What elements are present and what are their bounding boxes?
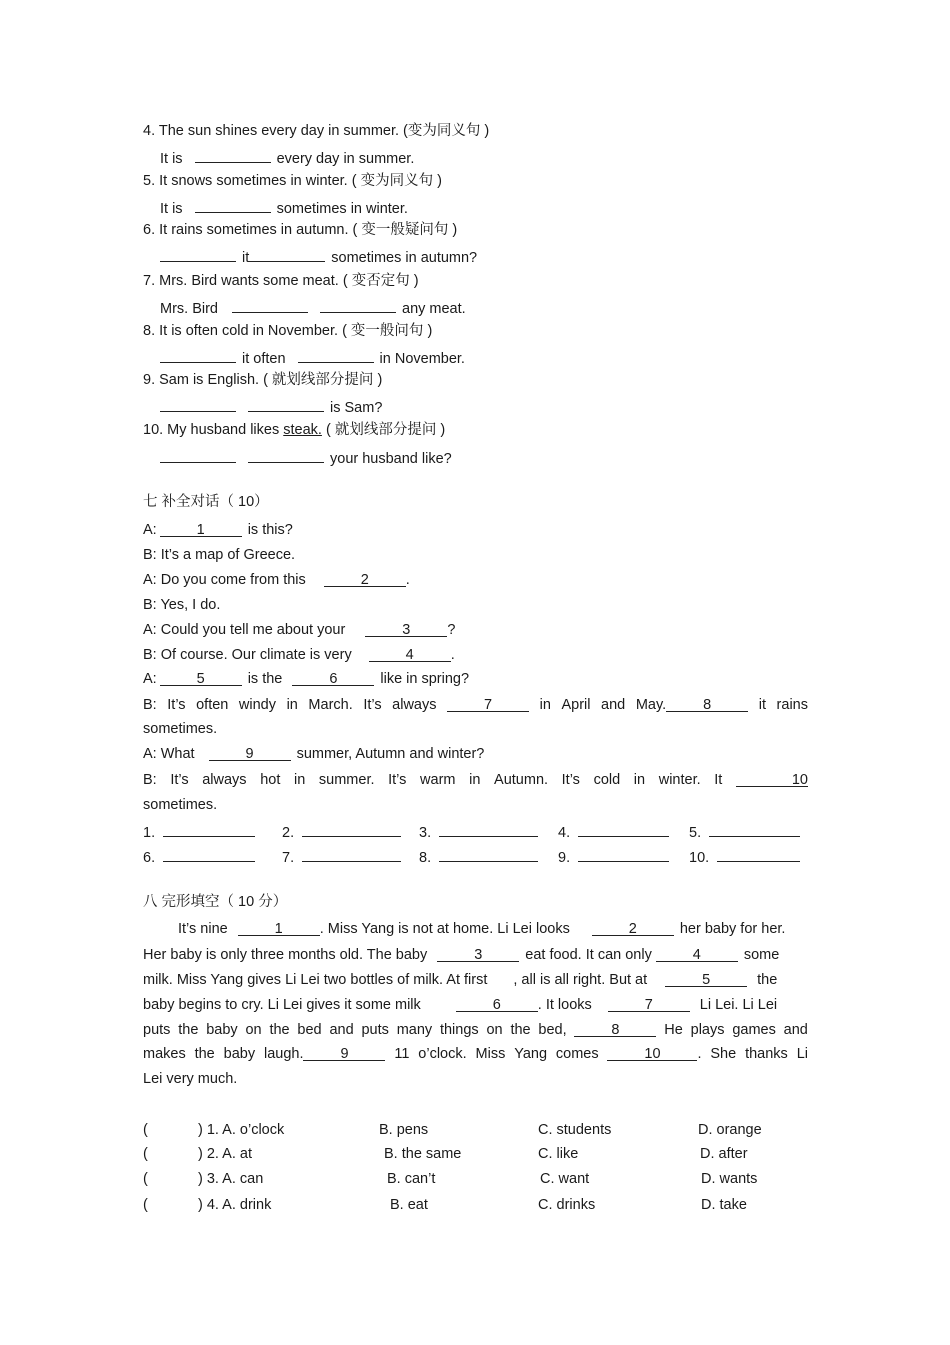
text: is the — [247, 671, 283, 687]
cloze-line-2 — [143, 946, 808, 964]
dialogue-blank-5[interactable]: 5 — [160, 670, 242, 686]
answer-1[interactable] — [143, 821, 255, 842]
q8-prompt: 8. It is often cold in November. ( 变一般问句 ) — [143, 323, 433, 339]
choice-option-d[interactable]: D. after — [700, 1146, 748, 1162]
q6-blank-1[interactable] — [160, 246, 236, 262]
dialogue-line-10 — [143, 771, 808, 789]
may-with-blank — [636, 696, 748, 714]
dialogue-line-5 — [143, 621, 808, 639]
dialogue-blank-7[interactable]: 7 — [447, 696, 529, 712]
dialogue-line-9 — [143, 745, 808, 763]
word: rains — [776, 697, 808, 713]
cloze-blank-6[interactable]: 6 — [456, 996, 538, 1012]
word: comes — [555, 1046, 599, 1062]
dialogue-blank-2[interactable]: 2 — [324, 571, 406, 587]
word: March. — [308, 697, 353, 713]
cloze-blank-3[interactable]: 3 — [437, 946, 519, 962]
q7-a-post: any meat. — [402, 301, 466, 317]
word: and — [329, 1022, 354, 1038]
word: the — [510, 1022, 531, 1038]
answer-blank[interactable] — [163, 846, 255, 862]
q8-blank-2[interactable] — [298, 347, 374, 363]
word: hot — [260, 772, 281, 788]
choice-paren[interactable]: ( — [143, 1171, 148, 1187]
word: It’s — [388, 772, 407, 788]
word: often — [196, 697, 229, 713]
dialogue-line-2: B: It’s a map of Greece. — [143, 547, 296, 563]
blank-10-with-period — [607, 1045, 701, 1063]
choice-option-d[interactable]: D. wants — [701, 1171, 758, 1187]
answer-2[interactable] — [282, 821, 401, 842]
text: baby begins to cry. Li Lei gives it some milk — [143, 997, 421, 1013]
text: . It looks — [537, 997, 592, 1013]
answer-label: 3. — [419, 825, 432, 841]
text: her baby for her. — [679, 921, 786, 937]
q10-prompt-pre: 10. My husband likes — [143, 422, 284, 438]
q8-a-mid: it often — [242, 351, 286, 367]
word: Miss — [475, 1046, 506, 1062]
dialogue-heading: 七 补全对话（ 10） — [143, 494, 269, 510]
answer-label: 7. — [282, 850, 295, 866]
q6-answer — [160, 246, 825, 267]
choice-option-a[interactable]: ) 1. A. o’clock — [198, 1122, 285, 1138]
text: eat food. It can only — [525, 947, 652, 963]
word: Li — [796, 1046, 808, 1062]
word: many — [396, 1022, 433, 1038]
word: puts — [143, 1022, 171, 1038]
choice-option-d[interactable]: D. take — [701, 1197, 747, 1213]
dialogue-line-7 — [143, 670, 808, 688]
word: warm — [420, 772, 456, 788]
cloze-line-1 — [178, 920, 808, 938]
laugh-with-blank — [264, 1045, 386, 1063]
word: B: — [143, 772, 157, 788]
choice-option-c[interactable]: C. drinks — [538, 1197, 596, 1213]
choice-option-b[interactable]: B. eat — [390, 1197, 428, 1213]
dialogue-blank-4[interactable]: 4 — [369, 646, 451, 662]
word: on — [245, 1022, 262, 1038]
word: bed — [297, 1022, 322, 1038]
q6-blank-2[interactable] — [249, 246, 325, 262]
word: It’s — [561, 772, 580, 788]
word: plays — [690, 1022, 725, 1038]
text: A: Do you come from this — [143, 572, 306, 588]
word: puts — [361, 1022, 389, 1038]
q4-prompt: 4. The sun shines every day in summer. (变为同义句 ) — [143, 123, 490, 139]
answer-blank[interactable] — [709, 821, 800, 837]
text: , all is all right. But at — [513, 972, 648, 988]
word: It’s — [167, 697, 186, 713]
answer-label: 10. — [689, 850, 710, 866]
answer-label: 2. — [282, 825, 295, 841]
cloze-line-7: Lei very much. — [143, 1071, 238, 1087]
answer-4[interactable] — [558, 821, 669, 842]
q10-prompt — [143, 421, 808, 439]
answer-blank[interactable] — [578, 821, 669, 837]
text: is this? — [247, 522, 293, 538]
speaker: A: — [143, 522, 157, 538]
text: A: Could you tell me about your — [143, 622, 346, 638]
choice-paren[interactable]: ( — [143, 1197, 148, 1213]
q5-a-post: sometimes in winter. — [276, 201, 408, 217]
dialogue-line-6 — [143, 646, 808, 664]
cloze-blank-5[interactable]: 5 — [665, 971, 747, 987]
word: always — [202, 772, 247, 788]
answer-8[interactable] — [419, 846, 538, 867]
word: in — [286, 697, 298, 713]
choice-option-c[interactable]: C. students — [538, 1122, 612, 1138]
answer-label: 8. — [419, 850, 432, 866]
dialogue-blank-10[interactable]: 10 — [736, 771, 808, 787]
text: milk. Miss Yang gives Li Lei two bottles of milk. At first — [143, 972, 488, 988]
answer-9[interactable] — [558, 846, 669, 867]
word: She — [710, 1046, 737, 1062]
dialogue-line-8 — [143, 696, 808, 714]
choice-option-a[interactable]: ) 4. A. drink — [198, 1197, 272, 1213]
word: o’clock. — [418, 1046, 467, 1062]
dialogue-line-10b: sometimes. — [143, 797, 218, 813]
choice-option-c[interactable]: C. like — [538, 1146, 579, 1162]
word: things — [439, 1022, 479, 1038]
word: baby — [206, 1022, 238, 1038]
cloze-blank-9[interactable]: 9 — [303, 1045, 385, 1061]
q7-answer — [160, 297, 825, 318]
word: summer. — [318, 772, 375, 788]
word: games — [732, 1022, 776, 1038]
dialogue-line-4: B: Yes, I do. — [143, 597, 221, 613]
answer-label: 6. — [143, 850, 156, 866]
choice-option-b[interactable]: B. the same — [384, 1146, 462, 1162]
q10-answer — [160, 447, 825, 468]
word: the — [269, 1022, 290, 1038]
dialogue-blank-6[interactable]: 6 — [292, 670, 374, 686]
word: on — [486, 1022, 503, 1038]
q8-answer — [160, 347, 825, 368]
word: it — [758, 697, 766, 713]
q9-a-post: is Sam? — [330, 400, 383, 416]
word: the — [194, 1046, 215, 1062]
cloze-line-3 — [143, 971, 808, 989]
dialogue-blank-1[interactable]: 1 — [160, 521, 242, 537]
answer-5[interactable] — [689, 821, 800, 842]
word: windy — [238, 697, 276, 713]
q10-blank-1[interactable] — [160, 447, 236, 463]
answer-blank[interactable] — [302, 821, 401, 837]
speaker: A: — [143, 671, 157, 687]
answer-3[interactable] — [419, 821, 538, 842]
word: cold — [593, 772, 621, 788]
word: 11 — [394, 1046, 410, 1062]
cloze-heading: 八 完形填空（ 10 分） — [143, 894, 288, 910]
word: thanks — [745, 1046, 788, 1062]
text: summer, Autumn and winter? — [296, 746, 485, 762]
choice-option-b[interactable]: B. can’t — [387, 1171, 436, 1187]
cloze-line-4 — [143, 996, 808, 1014]
dialogue-line-8b: sometimes. — [143, 721, 218, 737]
text: the — [757, 972, 778, 988]
text: It’s nine — [178, 921, 228, 937]
answer-label: 5. — [689, 825, 702, 841]
cloze-blank-2[interactable]: 2 — [592, 920, 674, 936]
word: laugh. — [263, 1046, 304, 1062]
word: and — [601, 697, 626, 713]
choice-option-b[interactable]: B. pens — [379, 1122, 429, 1138]
answer-7[interactable] — [282, 846, 401, 867]
word: the — [178, 1022, 199, 1038]
q10-a-post: your husband like? — [330, 451, 452, 467]
q5-prompt: 5. It snows sometimes in winter. ( 变为同义句 ) — [143, 173, 442, 189]
q6-prompt: 6. It rains sometimes in autumn. ( 变一般疑问句 ) — [143, 222, 458, 238]
word: bed, — [538, 1022, 567, 1038]
q4-blank[interactable] — [195, 147, 271, 163]
q9-blank-2[interactable] — [248, 396, 324, 412]
answer-6[interactable] — [143, 846, 255, 867]
text: A: What — [143, 746, 195, 762]
answer-blank[interactable] — [717, 846, 800, 862]
word: baby — [223, 1046, 256, 1062]
dialogue-blank-8[interactable]: 8 — [666, 696, 748, 712]
answer-blank[interactable] — [439, 821, 538, 837]
q9-prompt: 9. Sam is English. ( 就划线部分提问 ) — [143, 372, 383, 388]
q10-blank-2[interactable] — [248, 447, 324, 463]
word: in — [469, 772, 481, 788]
word: Autumn. — [494, 772, 549, 788]
answer-blank[interactable] — [163, 821, 255, 837]
text: . Miss Yang is not at home. Li Lei looks — [319, 921, 570, 937]
q4-a-post: every day in summer. — [276, 151, 415, 167]
word: It’s — [170, 772, 189, 788]
text: Li Lei. Li Lei — [699, 997, 778, 1013]
choice-option-a[interactable]: ) 2. A. at — [198, 1146, 252, 1162]
text: ? — [447, 622, 456, 638]
text: some — [743, 947, 780, 963]
q5-answer — [160, 197, 825, 218]
cloze-line-6 — [143, 1045, 808, 1063]
choice-option-c[interactable]: C. want — [540, 1171, 590, 1187]
word: . — [697, 1046, 702, 1062]
q7-a-pre: Mrs. Bird — [160, 301, 218, 317]
choice-option-d[interactable]: D. orange — [698, 1122, 762, 1138]
q5-blank[interactable] — [195, 197, 271, 213]
answer-blank[interactable] — [302, 846, 401, 862]
q6-a-mid: it — [242, 250, 250, 266]
q6-a-post: sometimes in autumn? — [331, 250, 478, 266]
word: He — [664, 1022, 683, 1038]
word: May. — [635, 697, 667, 713]
choice-option-a[interactable]: ) 3. A. can — [198, 1171, 264, 1187]
word: April — [561, 697, 591, 713]
text: Her baby is only three months old. The baby — [143, 947, 428, 963]
text: like in spring? — [380, 671, 470, 687]
word: B: — [143, 697, 157, 713]
dialogue-blank-9[interactable]: 9 — [209, 745, 291, 761]
q8-a-post: in November. — [379, 351, 465, 367]
word: in — [539, 697, 551, 713]
word: and — [783, 1022, 808, 1038]
word: winter. — [658, 772, 701, 788]
word: in — [633, 772, 646, 788]
q5-a-pre: It is — [160, 201, 183, 217]
answer-label: 9. — [558, 850, 571, 866]
word: It — [714, 772, 723, 788]
dialogue-line-1 — [143, 521, 808, 539]
q9-blank-1[interactable] — [160, 396, 236, 412]
choice-paren[interactable]: ( — [143, 1146, 148, 1162]
answer-blank[interactable] — [439, 846, 538, 862]
text: . — [450, 647, 455, 663]
dialogue-line-3 — [143, 571, 808, 589]
q7-blank-2[interactable] — [320, 297, 396, 313]
word: in — [293, 772, 306, 788]
word: always — [392, 697, 437, 713]
q7-prompt: 7. Mrs. Bird wants some meat. ( 变否定句 ) — [143, 273, 419, 289]
answer-blank[interactable] — [578, 846, 669, 862]
cloze-blank-8[interactable]: 8 — [574, 1021, 656, 1037]
word: Yang — [514, 1046, 548, 1062]
text: . — [405, 572, 410, 588]
answer-label: 1. — [143, 825, 156, 841]
cloze-blank-10[interactable]: 10 — [607, 1045, 697, 1061]
answer-label: 4. — [558, 825, 571, 841]
q7-blank-1[interactable] — [232, 297, 308, 313]
answer-10[interactable] — [689, 846, 800, 867]
q4-answer — [160, 147, 825, 168]
cloze-blank-7[interactable]: 7 — [608, 996, 690, 1012]
cloze-line-5 — [143, 1021, 808, 1039]
choice-paren[interactable]: ( — [143, 1122, 148, 1138]
cloze-blank-4[interactable]: 4 — [656, 946, 738, 962]
q10-underlined-word: steak. — [283, 422, 322, 438]
q8-blank-1[interactable] — [160, 347, 236, 363]
word: makes — [143, 1046, 186, 1062]
text: B: Of course. Our climate is very — [143, 647, 352, 663]
q9-answer — [160, 396, 825, 417]
q4-a-pre: It is — [160, 151, 183, 167]
cloze-blank-1[interactable]: 1 — [238, 920, 320, 936]
dialogue-blank-3[interactable]: 3 — [365, 621, 447, 637]
word: It’s — [363, 697, 382, 713]
q10-prompt-post: ( 就划线部分提问 ) — [321, 422, 446, 438]
